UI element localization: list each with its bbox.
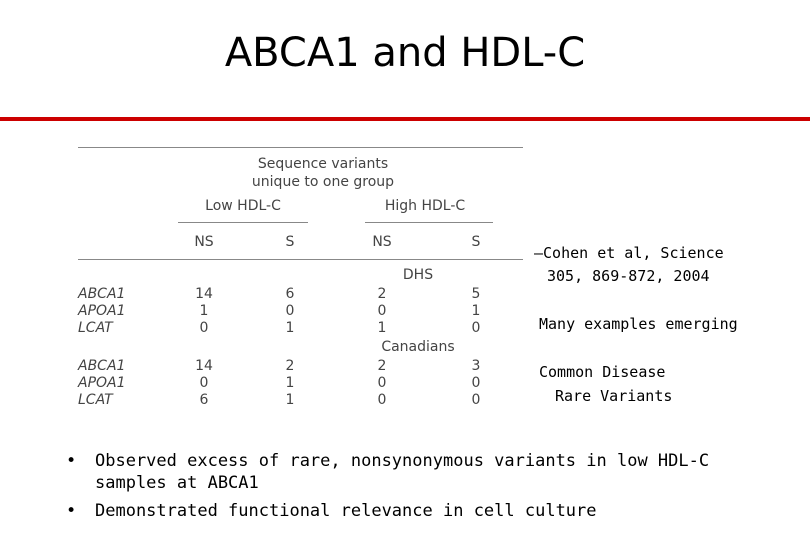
high-ns-value: 0 [377, 303, 387, 319]
col-header-s-high: S [471, 234, 481, 250]
group-low-rule [178, 222, 308, 223]
section-label-canadians: Canadians [381, 339, 455, 355]
bullet-icon: • [66, 501, 77, 521]
gene-name: ABCA1 [78, 286, 126, 302]
table-header-rule [78, 259, 523, 260]
bullet-text-line1: Demonstrated functional relevance in cell culture [95, 501, 597, 521]
group-high-hdl: High HDL-C [384, 198, 466, 214]
gene-name: ABCA1 [78, 358, 126, 374]
gene-name: APOA1 [78, 303, 126, 319]
list-item [60, 450, 780, 494]
low-s-value: 0 [285, 303, 295, 319]
list-item [60, 500, 780, 522]
citation-line2: 305, 869-872, 2004 [547, 267, 710, 285]
gene-name: LCAT [78, 392, 113, 408]
table-header-line2: unique to one group [251, 174, 395, 190]
high-ns-value: 2 [377, 358, 387, 374]
high-s-value: 0 [471, 392, 481, 408]
col-header-ns-high: NS [372, 234, 392, 250]
section-label-dhs: DHS [402, 267, 434, 283]
high-ns-value: 0 [377, 392, 387, 408]
title-divider [0, 117, 810, 121]
high-s-value: 5 [471, 286, 481, 302]
low-ns-value: 14 [195, 358, 213, 374]
low-s-value: 1 [285, 375, 295, 391]
bullet-text-line1: Observed excess of rare, nonsynonymous variants in low HDL-C [95, 451, 710, 471]
bullet-icon: • [66, 451, 77, 471]
slide-title: ABCA1 and HDL-C [224, 30, 586, 76]
high-ns-value: 0 [377, 375, 387, 391]
high-ns-value: 2 [377, 286, 387, 302]
note-many-examples: Many examples emerging [539, 315, 738, 333]
high-ns-value: 1 [377, 320, 387, 336]
high-s-value: 1 [471, 303, 481, 319]
note-rare-variants: Rare Variants [555, 387, 673, 405]
low-s-value: 1 [285, 320, 295, 336]
citation-line1: –Cohen et al, Science [534, 244, 724, 262]
low-ns-value: 0 [199, 320, 209, 336]
note-common-disease: Common Disease [539, 363, 666, 381]
low-ns-value: 14 [195, 286, 213, 302]
low-s-value: 6 [285, 286, 295, 302]
variants-table-figure [78, 145, 523, 415]
group-low-hdl: Low HDL-C [205, 198, 281, 214]
high-s-value: 3 [471, 358, 481, 374]
col-header-ns-low: NS [194, 234, 214, 250]
bullet-text-line2: samples at ABCA1 [95, 473, 259, 493]
table-header-line1: Sequence variants [257, 156, 389, 172]
low-ns-value: 0 [199, 375, 209, 391]
gene-name: APOA1 [78, 375, 126, 391]
col-header-s-low: S [285, 234, 295, 250]
low-ns-value: 1 [199, 303, 209, 319]
low-ns-value: 6 [199, 392, 209, 408]
bullet-list [60, 450, 780, 528]
table-top-rule [78, 147, 523, 148]
gene-name: LCAT [78, 320, 113, 336]
low-s-value: 2 [285, 358, 295, 374]
high-s-value: 0 [471, 375, 481, 391]
low-s-value: 1 [285, 392, 295, 408]
high-s-value: 0 [471, 320, 481, 336]
group-high-rule [365, 222, 493, 223]
